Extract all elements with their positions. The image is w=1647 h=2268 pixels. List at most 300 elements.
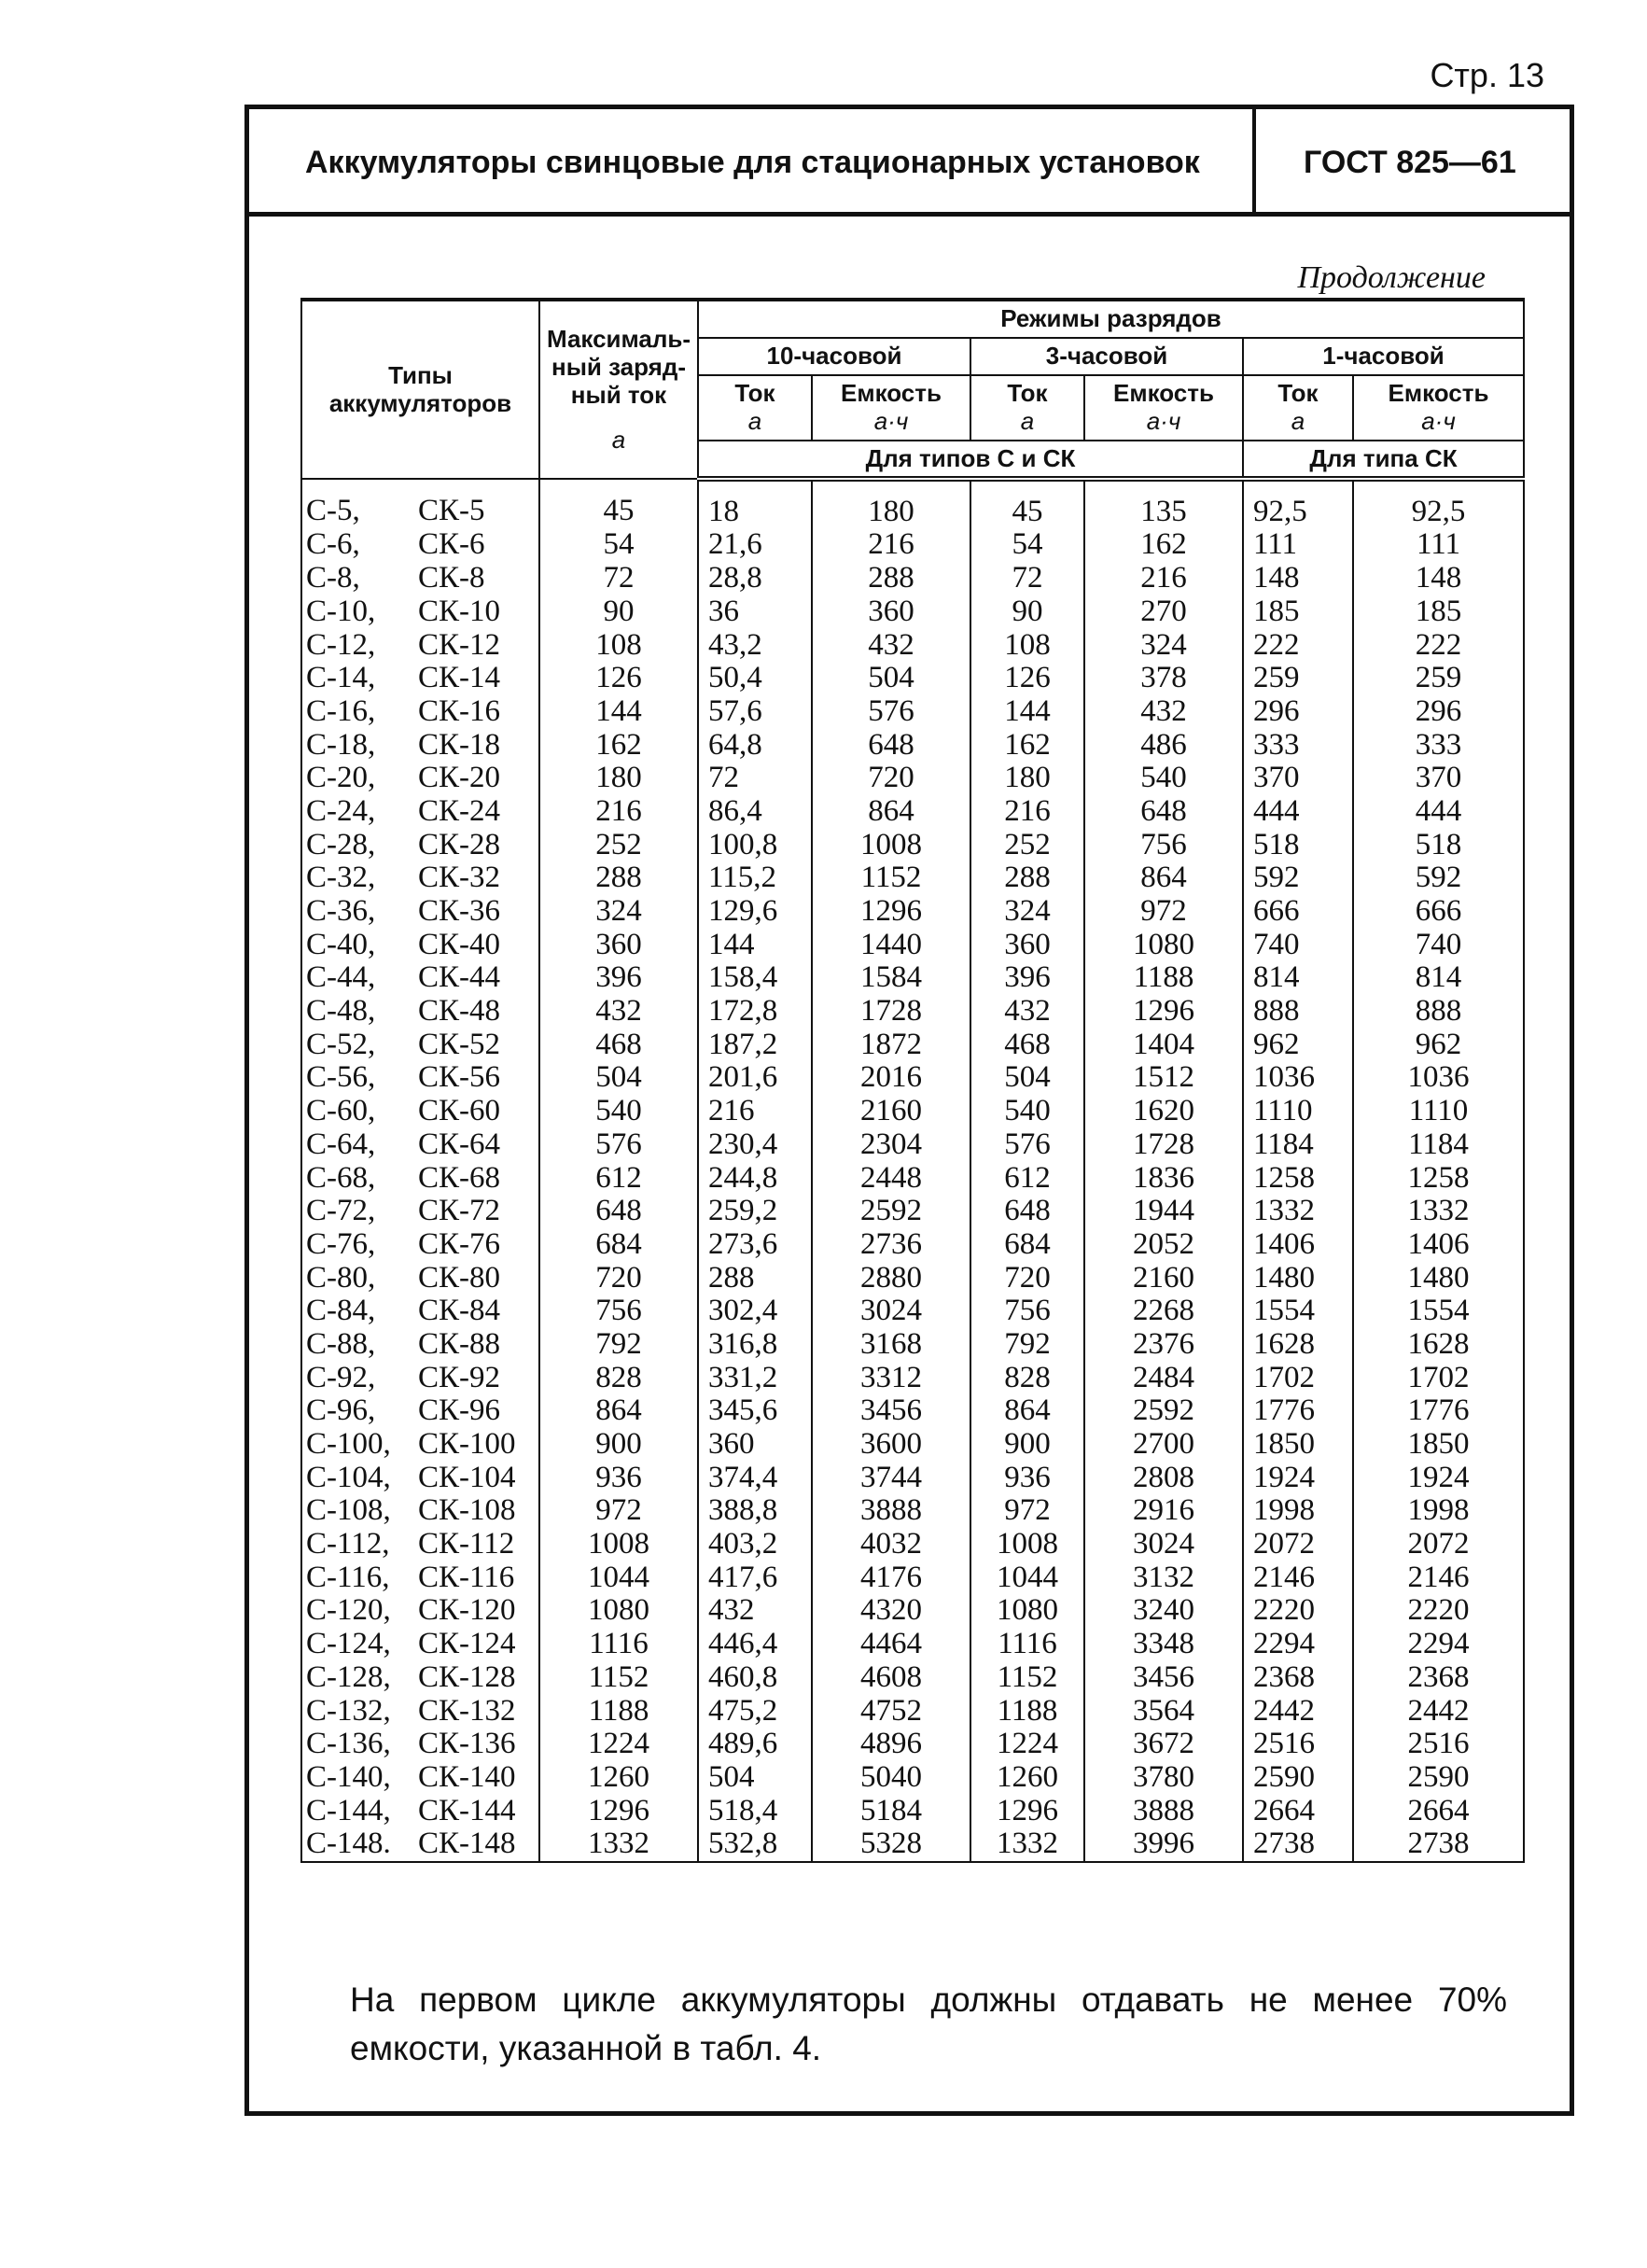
h10-capacity-cell: 5184 [812, 1794, 970, 1827]
type-cell [301, 1195, 539, 1228]
type-cell [301, 795, 539, 829]
h10-current-cell: 259,2 [698, 1195, 812, 1228]
type-ck: СК-10 [418, 594, 501, 628]
h3-current-cell: 972 [970, 1494, 1084, 1528]
h1-current-cell: 1850 [1243, 1428, 1353, 1462]
h10-current-cell: 86,4 [698, 795, 812, 829]
type-ck: СК-40 [418, 927, 501, 961]
max-current-cell: 684 [539, 1228, 698, 1262]
type-c: С-92, [306, 1360, 376, 1394]
h10-capacity-cell: 1152 [812, 861, 970, 895]
type-c: С-124, [306, 1627, 391, 1661]
type-c: С-14, [306, 661, 376, 695]
h1-capacity-cell: 222 [1353, 628, 1524, 662]
h3-capacity-cell: 324 [1084, 628, 1243, 662]
h3-current-cell: 1224 [970, 1728, 1084, 1761]
h3-capacity-cell: 3996 [1084, 1827, 1243, 1862]
table-row [301, 1394, 1524, 1428]
h3-capacity-header [1084, 375, 1243, 441]
type-ck: СК-128 [418, 1659, 516, 1694]
h1-current-cell: 592 [1243, 861, 1353, 895]
type-cell [301, 1428, 539, 1462]
h1-capacity-cell: 444 [1353, 795, 1524, 829]
h10-capacity-cell: 4032 [812, 1528, 970, 1561]
table-row [301, 828, 1524, 861]
h1-capacity-cell: 2146 [1353, 1561, 1524, 1594]
h3-capacity-cell: 540 [1084, 762, 1243, 795]
h10-current-cell: 64,8 [698, 728, 812, 762]
type-ck: СК-112 [418, 1527, 515, 1561]
h3-current-cell: 1296 [970, 1794, 1084, 1827]
h1-current-cell: 2516 [1243, 1728, 1353, 1761]
h3-capacity-cell: 2052 [1084, 1228, 1243, 1262]
h1-capacity-cell: 2072 [1353, 1528, 1524, 1561]
h1-capacity-cell: 2442 [1353, 1694, 1524, 1728]
footnote: На первом цикле аккумуляторы должны отдавать не менее 70% емкости, указанной в табл. 4. [350, 1981, 1507, 2067]
h3-current-header [970, 375, 1084, 441]
max-current-cell: 1224 [539, 1728, 698, 1761]
type-c: С-56, [306, 1060, 376, 1095]
type-ck: СК-48 [418, 994, 501, 1029]
h10-capacity-cell: 2880 [812, 1261, 970, 1295]
type-ck: СК-96 [418, 1393, 501, 1428]
type-cell [301, 1061, 539, 1095]
h10-current-cell: 489,6 [698, 1728, 812, 1761]
type-cell [301, 1794, 539, 1827]
h3-capacity-cell: 2160 [1084, 1261, 1243, 1295]
max-current-cell: 54 [539, 528, 698, 562]
battery-table [300, 298, 1525, 1863]
h3-current-cell: 126 [970, 662, 1084, 695]
type-c: С-10, [306, 594, 376, 628]
max-current-cell: 648 [539, 1195, 698, 1228]
max-current-cell: 1188 [539, 1694, 698, 1728]
max-current-cell: 612 [539, 1161, 698, 1195]
type-c: С-80, [306, 1260, 376, 1295]
table-row [301, 1428, 1524, 1462]
h10-capacity-cell: 2016 [812, 1061, 970, 1095]
type-cell [301, 928, 539, 961]
h3-capacity-cell: 1944 [1084, 1195, 1243, 1228]
type-cell [301, 861, 539, 895]
h10-current-cell: 432 [698, 1594, 812, 1628]
h3-current-cell: 936 [970, 1461, 1084, 1494]
h10-current-cell: 50,4 [698, 662, 812, 695]
max-current-cell: 288 [539, 861, 698, 895]
type-c: С-24, [306, 793, 376, 828]
h10-capacity-cell: 4608 [812, 1661, 970, 1695]
h1-capacity-cell: 296 [1353, 695, 1524, 729]
type-ck: СК-72 [418, 1194, 501, 1228]
type-ck: СК-8 [418, 561, 485, 595]
table-row [301, 1461, 1524, 1494]
max-current-cell: 828 [539, 1361, 698, 1394]
current-label: Ток [1007, 378, 1048, 407]
h10-capacity-cell: 5328 [812, 1827, 970, 1862]
type-cell [301, 1728, 539, 1761]
type-ck: СК-144 [418, 1793, 516, 1827]
max-current-cell: 1080 [539, 1594, 698, 1628]
h3-capacity-cell: 2916 [1084, 1494, 1243, 1528]
document-title: Аккумуляторы свинцовые для стационарных установок [305, 145, 1200, 180]
h10-current-cell: 388,8 [698, 1494, 812, 1528]
type-ck: СК-6 [418, 527, 485, 562]
h10-capacity-cell: 3600 [812, 1428, 970, 1462]
max-current-cell: 1116 [539, 1628, 698, 1661]
h3-current-cell: 864 [970, 1394, 1084, 1428]
table-row [301, 1028, 1524, 1061]
h3-capacity-cell: 162 [1084, 528, 1243, 562]
max-current-cell: 108 [539, 628, 698, 662]
h3-current-cell: 684 [970, 1228, 1084, 1262]
table-row [301, 795, 1524, 829]
h1-capacity-cell: 1628 [1353, 1328, 1524, 1362]
capacity-label: Емкость [841, 378, 942, 407]
type-cell [301, 662, 539, 695]
type-ck: СК-92 [418, 1360, 501, 1394]
h1-current-cell: 962 [1243, 1028, 1353, 1061]
h1-current-cell: 2220 [1243, 1594, 1353, 1628]
capacity-unit: а·ч [1146, 406, 1181, 435]
h10-current-cell: 244,8 [698, 1161, 812, 1195]
type-c: С-44, [306, 960, 376, 995]
h10-capacity-cell: 288 [812, 562, 970, 595]
h1-capacity-cell: 1036 [1353, 1061, 1524, 1095]
type-cell [301, 628, 539, 662]
h3-current-cell: 216 [970, 795, 1084, 829]
h1-current-cell: 2664 [1243, 1794, 1353, 1827]
type-ck: СК-20 [418, 761, 501, 795]
h3-capacity-cell: 2268 [1084, 1295, 1243, 1328]
table-row [301, 1061, 1524, 1095]
h3-capacity-cell: 216 [1084, 562, 1243, 595]
max-current-cell: 756 [539, 1295, 698, 1328]
table-row [301, 1794, 1524, 1827]
table-row [301, 1594, 1524, 1628]
h1-current-cell: 1554 [1243, 1295, 1353, 1328]
h3-capacity-cell: 2700 [1084, 1428, 1243, 1462]
type-cell [301, 1494, 539, 1528]
current-label: Ток [1277, 378, 1319, 407]
table-row [301, 628, 1524, 662]
h10-current-cell: 302,4 [698, 1295, 812, 1328]
h1-current-cell: 1184 [1243, 1128, 1353, 1162]
h3-capacity-cell: 1620 [1084, 1095, 1243, 1128]
max-current-cell: 252 [539, 828, 698, 861]
type-ck: СК-120 [418, 1593, 516, 1628]
h10-capacity-cell: 5040 [812, 1761, 970, 1795]
h1-current-cell: 333 [1243, 728, 1353, 762]
h10-current-cell: 158,4 [698, 961, 812, 995]
h3-current-cell: 1080 [970, 1594, 1084, 1628]
h10-capacity-cell: 432 [812, 628, 970, 662]
h3-capacity-cell: 3240 [1084, 1594, 1243, 1628]
h3-current-cell: 756 [970, 1295, 1084, 1328]
h10-capacity-cell: 1584 [812, 961, 970, 995]
max-current-cell: 576 [539, 1128, 698, 1162]
type-c: С-18, [306, 727, 376, 762]
h3-capacity-cell: 3024 [1084, 1528, 1243, 1561]
h10-current-cell: 331,2 [698, 1361, 812, 1394]
h10-capacity-cell: 2160 [812, 1095, 970, 1128]
max-current-cell: 468 [539, 1028, 698, 1061]
h10-capacity-cell: 360 [812, 595, 970, 629]
h3-current-cell: 252 [970, 828, 1084, 861]
max-current-cell: 900 [539, 1428, 698, 1462]
type-c: С-68, [306, 1160, 376, 1195]
max-current-cell: 792 [539, 1328, 698, 1362]
h10-capacity-header [812, 375, 970, 441]
h1-current-cell: 296 [1243, 695, 1353, 729]
table-row [301, 528, 1524, 562]
h10-capacity-cell: 1872 [812, 1028, 970, 1061]
h1-capacity-cell: 2294 [1353, 1628, 1524, 1661]
h3-capacity-cell: 3564 [1084, 1694, 1243, 1728]
h1-capacity-cell: 1480 [1353, 1261, 1524, 1295]
h1-current-cell: 740 [1243, 928, 1353, 961]
h10-current-cell: 18 [698, 479, 812, 528]
type-cell [301, 1528, 539, 1561]
h1-current-cell: 1628 [1243, 1328, 1353, 1362]
h10-capacity-cell: 3456 [812, 1394, 970, 1428]
table-row [301, 1361, 1524, 1394]
h10-current-header [698, 375, 812, 441]
h10-current-cell: 144 [698, 928, 812, 961]
type-cell [301, 828, 539, 861]
h3-header: 3-часовой [970, 338, 1243, 375]
h1-capacity-cell: 1406 [1353, 1228, 1524, 1262]
type-ck: СК-108 [418, 1493, 516, 1528]
h3-current-cell: 900 [970, 1428, 1084, 1462]
type-c: С-96, [306, 1393, 376, 1428]
max-current-cell: 180 [539, 762, 698, 795]
h10-capacity-cell: 1728 [812, 995, 970, 1029]
type-cell [301, 1628, 539, 1661]
h1-capacity-cell: 1110 [1353, 1095, 1524, 1128]
table-row [301, 1628, 1524, 1661]
h3-current-cell: 360 [970, 928, 1084, 961]
h3-current-cell: 144 [970, 695, 1084, 729]
h3-current-cell: 792 [970, 1328, 1084, 1362]
type-c: С-16, [306, 693, 376, 728]
h1-capacity-cell: 740 [1353, 928, 1524, 961]
max-current-cell: 720 [539, 1261, 698, 1295]
h1-current-cell: 148 [1243, 562, 1353, 595]
h1-current-cell: 92,5 [1243, 479, 1353, 528]
table-row [301, 1528, 1524, 1561]
h1-capacity-cell: 2664 [1353, 1794, 1524, 1827]
continuation-label: Продолжение [1297, 260, 1486, 295]
h3-capacity-cell: 2808 [1084, 1461, 1243, 1494]
h3-capacity-cell: 648 [1084, 795, 1243, 829]
type-c: С-8, [306, 561, 360, 595]
type-cell [301, 762, 539, 795]
for-ck-header: Для типа СК [1243, 441, 1524, 480]
document-header [249, 109, 1570, 217]
h10-capacity-cell: 2736 [812, 1228, 970, 1262]
h10-current-cell: 475,2 [698, 1694, 812, 1728]
h3-current-cell: 828 [970, 1361, 1084, 1394]
type-c: С-32, [306, 861, 376, 895]
type-cell [301, 595, 539, 629]
table-row [301, 1494, 1524, 1528]
h1-current-cell: 814 [1243, 961, 1353, 995]
h3-current-cell: 432 [970, 995, 1084, 1029]
h10-current-cell: 129,6 [698, 895, 812, 929]
h10-capacity-cell: 2448 [812, 1161, 970, 1195]
capacity-unit: а·ч [1421, 406, 1456, 435]
h1-current-cell: 1480 [1243, 1261, 1353, 1295]
type-c: С-52, [306, 1027, 376, 1061]
current-unit: а [1291, 406, 1305, 435]
type-c: С-116, [306, 1560, 390, 1594]
h1-capacity-cell: 1184 [1353, 1128, 1524, 1162]
type-c: С-72, [306, 1194, 376, 1228]
col-types-label: Типы аккумуляторов [328, 360, 512, 417]
table-row [301, 1128, 1524, 1162]
h3-current-cell: 72 [970, 562, 1084, 595]
col-max-current [539, 300, 698, 479]
h3-capacity-cell: 3780 [1084, 1761, 1243, 1795]
type-c: С-120, [306, 1593, 391, 1628]
h1-header: 1-часовой [1243, 338, 1524, 375]
h3-current-cell: 468 [970, 1028, 1084, 1061]
max-current-cell: 1296 [539, 1794, 698, 1827]
type-ck: СК-136 [418, 1727, 516, 1761]
table-row [301, 1661, 1524, 1695]
table-row [301, 1228, 1524, 1262]
h3-capacity-cell: 3132 [1084, 1561, 1243, 1594]
h1-current-header [1243, 375, 1353, 441]
type-c: С-132, [306, 1693, 391, 1728]
h10-capacity-cell: 504 [812, 662, 970, 695]
h10-capacity-cell: 1296 [812, 895, 970, 929]
h1-capacity-cell: 888 [1353, 995, 1524, 1029]
h3-current-cell: 54 [970, 528, 1084, 562]
h10-capacity-cell: 3312 [812, 1361, 970, 1394]
max-current-cell: 45 [539, 479, 698, 528]
for-c-ck-header: Для типов С и СК [698, 441, 1243, 480]
h1-capacity-cell: 1702 [1353, 1361, 1524, 1394]
h1-capacity-cell: 1998 [1353, 1494, 1524, 1528]
h10-capacity-cell: 216 [812, 528, 970, 562]
type-cell [301, 695, 539, 729]
h1-capacity-cell: 962 [1353, 1028, 1524, 1061]
max-current-cell: 144 [539, 695, 698, 729]
type-cell [301, 1561, 539, 1594]
h10-current-cell: 417,6 [698, 1561, 812, 1594]
type-ck: СК-32 [418, 861, 501, 895]
h3-capacity-cell: 135 [1084, 479, 1243, 528]
h10-current-cell: 216 [698, 1095, 812, 1128]
h10-current-cell: 460,8 [698, 1661, 812, 1695]
h1-current-cell: 1702 [1243, 1361, 1353, 1394]
h1-current-cell: 1036 [1243, 1061, 1353, 1095]
type-cell [301, 562, 539, 595]
type-c: С-48, [306, 994, 376, 1029]
h10-current-cell: 360 [698, 1428, 812, 1462]
h1-capacity-cell: 2516 [1353, 1728, 1524, 1761]
h3-current-cell: 1044 [970, 1561, 1084, 1594]
type-ck: СК-60 [418, 1094, 501, 1128]
type-ck: СК-68 [418, 1160, 501, 1195]
h10-header: 10-часовой [698, 338, 970, 375]
h10-capacity-cell: 576 [812, 695, 970, 729]
table-row [301, 1694, 1524, 1728]
h1-capacity-cell: 92,5 [1353, 479, 1524, 528]
h10-capacity-cell: 4752 [812, 1694, 970, 1728]
h1-current-cell: 1998 [1243, 1494, 1353, 1528]
h3-current-cell: 720 [970, 1261, 1084, 1295]
h3-capacity-cell: 3888 [1084, 1794, 1243, 1827]
h3-capacity-cell: 1404 [1084, 1028, 1243, 1061]
max-current-cell: 1152 [539, 1661, 698, 1695]
type-c: С-40, [306, 927, 376, 961]
h3-capacity-cell: 378 [1084, 662, 1243, 695]
type-cell [301, 1361, 539, 1394]
page-number: Стр. 13 [1430, 56, 1544, 94]
max-current-cell: 396 [539, 961, 698, 995]
max-current-cell: 324 [539, 895, 698, 929]
h1-current-cell: 1258 [1243, 1161, 1353, 1195]
type-ck: СК-140 [418, 1759, 516, 1794]
h10-current-cell: 43,2 [698, 628, 812, 662]
max-current-cell: 162 [539, 728, 698, 762]
h10-current-cell: 345,6 [698, 1394, 812, 1428]
table-row [301, 728, 1524, 762]
table-row [301, 1161, 1524, 1195]
type-cell [301, 1661, 539, 1695]
h1-current-cell: 2590 [1243, 1761, 1353, 1795]
h1-current-cell: 370 [1243, 762, 1353, 795]
h1-capacity-cell: 2738 [1353, 1827, 1524, 1862]
h10-current-cell: 100,8 [698, 828, 812, 861]
table-row [301, 479, 1524, 528]
h3-current-cell: 540 [970, 1095, 1084, 1128]
col-max-current-unit: а [611, 425, 626, 454]
type-cell [301, 1028, 539, 1061]
type-c: С-100, [306, 1427, 391, 1462]
h10-current-cell: 28,8 [698, 562, 812, 595]
h1-capacity-cell: 814 [1353, 961, 1524, 995]
h10-current-cell: 201,6 [698, 1061, 812, 1095]
type-ck: СК-124 [418, 1627, 516, 1661]
h10-capacity-cell: 4176 [812, 1561, 970, 1594]
h1-current-cell: 111 [1243, 528, 1353, 562]
max-current-cell: 936 [539, 1461, 698, 1494]
table-row [301, 1261, 1524, 1295]
max-current-cell: 1260 [539, 1761, 698, 1795]
col-types [301, 300, 539, 479]
h3-current-cell: 504 [970, 1061, 1084, 1095]
type-ck: СК-80 [418, 1260, 501, 1295]
h3-capacity-cell: 3348 [1084, 1628, 1243, 1661]
table-row [301, 1195, 1524, 1228]
h10-capacity-cell: 864 [812, 795, 970, 829]
table-row [301, 562, 1524, 595]
h1-capacity-cell: 2220 [1353, 1594, 1524, 1628]
h1-capacity-cell: 1258 [1353, 1161, 1524, 1195]
h1-current-cell: 1406 [1243, 1228, 1353, 1262]
h1-current-cell: 2294 [1243, 1628, 1353, 1661]
type-ck: СК-12 [418, 627, 501, 662]
h1-current-cell: 518 [1243, 828, 1353, 861]
h3-current-cell: 108 [970, 628, 1084, 662]
type-ck: СК-132 [418, 1693, 516, 1728]
h1-current-cell: 185 [1243, 595, 1353, 629]
h3-current-cell: 612 [970, 1161, 1084, 1195]
h10-current-cell: 72 [698, 762, 812, 795]
